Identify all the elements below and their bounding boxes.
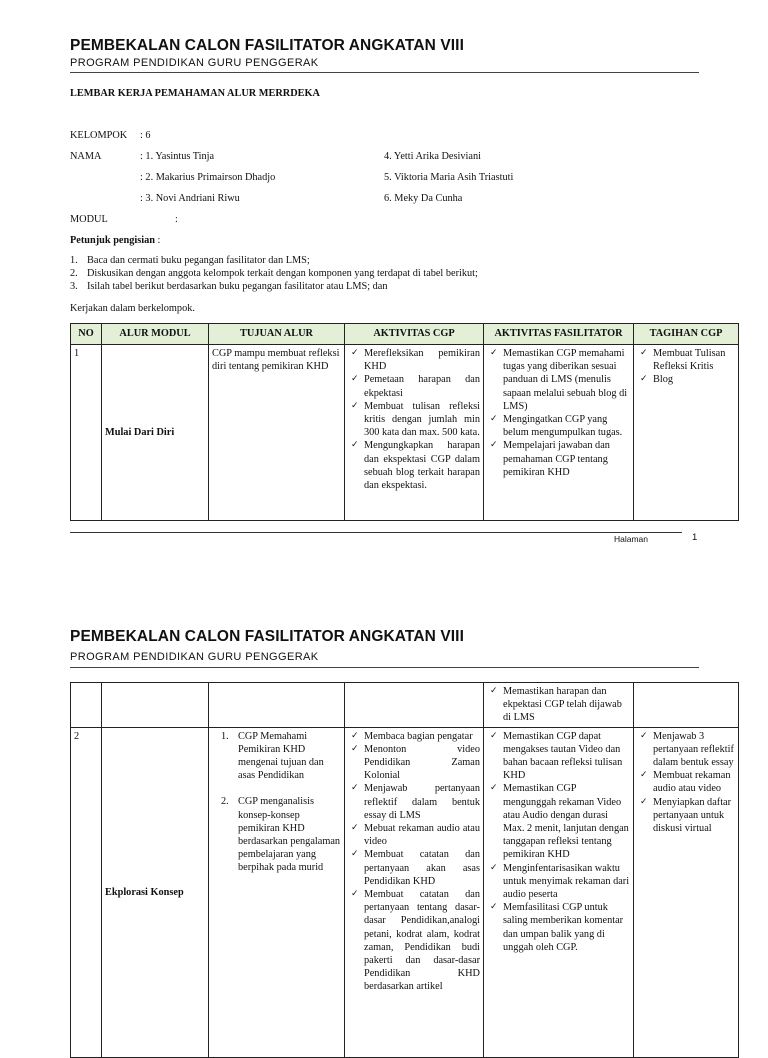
worksheet-title: LEMBAR KERJA PEMAHAMAN ALUR MERRDEKA (70, 88, 320, 99)
aktivitas-fasilitator-cell (484, 683, 634, 728)
instruction-list (70, 254, 478, 294)
footer-page-number: 1 (692, 532, 698, 543)
checklist-item: ✓ Memastikan harapan dan ekpektasi CGP telah dijawab di LMS (487, 685, 630, 725)
checklist-item: ✓ Memastikan CGP memahami tugas yang diberikan sesuai panduan di LMS (menulis sapaan melalui sebuah blog di LMS) (487, 347, 630, 413)
header-tujuan-alur: TUJUAN ALUR (209, 324, 345, 345)
aktivitas-cgp-cell (345, 683, 484, 728)
row-number: 2 (71, 727, 102, 1057)
tujuan-item (221, 795, 341, 874)
checklist-item: ✓ Membuat Tulisan Refleksi Kritis (637, 347, 735, 373)
checklist-item: ✓ Menjawab pertanyaan reflektif dalam bentuk essay di LMS (348, 782, 480, 822)
tujuan-cell (209, 683, 345, 728)
alur-modul-cell (102, 683, 209, 728)
checklist-item: ✓ Merefleksikan pemikiran KHD (348, 347, 480, 373)
member-name: : 1. Yasintus Tinja (140, 151, 215, 162)
aktivitas-cgp-cell (345, 345, 484, 521)
document-title: PEMBEKALAN CALON FASILITATOR ANGKATAN VIII (70, 37, 464, 54)
instruction-item (70, 280, 478, 293)
checklist-item: ✓ Menyiapkan daftar pertanyaan untuk diskusi virtual (637, 796, 735, 836)
checklist (348, 730, 480, 994)
modul-label: MODUL (70, 214, 108, 225)
tujuan-cell (209, 727, 345, 1057)
petunjuk-colon: : (154, 235, 161, 246)
checklist (487, 685, 630, 725)
checklist-item: ✓ Memastikan CGP dapat mengakses tautan Video dan bahan bacaan refleksi tulisan KHD (487, 730, 630, 783)
member-name: 6. Meky Da Cunha (384, 193, 463, 204)
checklist-item: ✓ Menginfentarisasikan waktu untuk menyimak rekaman dari audio peserta (487, 862, 630, 902)
header-tagihan-cgp: TAGIHAN CGP (634, 324, 739, 345)
member-name: : 2. Makarius Primairson Dhadjo (140, 172, 276, 183)
checklist-item: ✓ Membuat catatan dan pertanyaan tentang dasar-dasar Pendidikan,analogi petani, kodrat alam, kodrat zaman, Pendidikan budi pakerti dan dasar-dasar Pendidikan KHD berdasarkan artikel (348, 888, 480, 994)
nama-label: NAMA (70, 151, 102, 162)
checklist-item: ✓ Mempelajari jawaban dan pemahaman CGP tentang pemikiran KHD (487, 439, 630, 479)
kelompok-value: : 6 (140, 130, 151, 141)
footer-divider (70, 532, 682, 533)
document-subtitle: PROGRAM PENDIDIKAN GURU PENGGERAK (70, 57, 319, 69)
checklist-item: ✓ Membaca bagian pengatar (348, 730, 480, 743)
checklist-item: ✓ Mebuat rekaman audio atau video (348, 822, 480, 848)
table-row (71, 345, 739, 521)
table-row (71, 727, 739, 1057)
checklist-item: ✓ Mengungkapkan harapan dan ekspektasi CGP dalam sebuah blog terkait harapan dan ekspektasi. (348, 439, 480, 492)
alur-modul-cell: Mulai Dari Diri (102, 345, 209, 521)
petunjuk-label: Petunjuk pengisian (70, 235, 155, 246)
header-divider (70, 667, 699, 668)
instruction-number: 1. (70, 255, 78, 266)
header-aktivitas-fasilitator: AKTIVITAS FASILITATOR (484, 324, 634, 345)
tujuan-list (221, 730, 341, 875)
tagihan-cell (634, 727, 739, 1057)
footer-page-label: Halaman (614, 534, 649, 544)
checklist-item: ✓ Membuat rekaman audio atau video (637, 769, 735, 795)
instruction-item (70, 267, 478, 280)
closing-instruction: Kerjakan dalam berkelompok. (70, 303, 195, 314)
tujuan-number: 2. (221, 796, 229, 808)
member-name: : 3. Novi Andriani Riwu (140, 193, 240, 204)
checklist-item: ✓ Membuat catatan dan pertanyaan akan asas Pendidikan KHD (348, 848, 480, 888)
tagihan-cell (634, 345, 739, 521)
table-row-continuation (71, 683, 739, 728)
member-name: 5. Viktoria Maria Asih Triastuti (384, 172, 514, 183)
instruction-text: Baca dan cermati buku pegangan fasilitator dan LMS; (87, 255, 310, 266)
header-aktivitas-cgp: AKTIVITAS CGP (345, 324, 484, 345)
document-page-2 (0, 562, 768, 1024)
instruction-number: 3. (70, 281, 78, 293)
checklist (637, 347, 735, 387)
alur-modul-cell: Ekplorasi Konsep (102, 727, 209, 1057)
checklist-item: ✓ Menjawab 3 pertanyaan reflektif dalam bentuk essay (637, 730, 735, 770)
checklist (637, 730, 735, 836)
checklist (348, 347, 480, 492)
checklist-item: ✓ Pemetaan harapan dan ekpektasi (348, 373, 480, 399)
document-title: PEMBEKALAN CALON FASILITATOR ANGKATAN VIII (70, 628, 464, 645)
tujuan-item (221, 730, 341, 783)
checklist (487, 730, 630, 954)
table-header-row (71, 324, 739, 345)
petunjuk-heading (70, 234, 160, 247)
tagihan-cell (634, 683, 739, 728)
kelompok-label: KELOMPOK (70, 130, 128, 141)
tujuan-text: CGP Memahami Pemikiran KHD mengenai tujuan dan asas Pendidikan (238, 730, 324, 782)
header-divider (70, 72, 699, 73)
checklist-item: ✓ Memfasilitasi CGP untuk saling memberikan komentar dan umpan balik yang di unggah oleh CGP. (487, 901, 630, 954)
header-alur-modul: ALUR MODUL (102, 324, 209, 345)
instruction-number: 2. (70, 268, 78, 280)
instruction-item (70, 254, 478, 267)
row-number: 1 (71, 345, 102, 521)
aktivitas-fasilitator-cell (484, 727, 634, 1057)
aktivitas-fasilitator-cell (484, 345, 634, 521)
checklist-item: ✓ Blog (637, 373, 735, 386)
alur-table-page-2 (70, 682, 739, 1058)
tujuan-number: 1. (221, 730, 229, 742)
aktivitas-cgp-cell (345, 727, 484, 1057)
checklist-item: ✓ Mengingatkan CGP yang belum mengumpulkan tugas. (487, 413, 630, 439)
tujuan-cell: CGP mampu membuat refleksi diri tentang pemikiran KHD (209, 345, 345, 521)
checklist-item: ✓ Membuat tulisan refleksi kritis dengan jumlah min 300 kata dan max. 500 kata. (348, 400, 480, 440)
alur-table-page-1 (70, 323, 739, 521)
modul-value: : (175, 214, 178, 225)
checklist-item: ✓ Menonton video Pendidikan Zaman Kolonial (348, 743, 480, 783)
header-no: NO (71, 324, 102, 345)
document-subtitle: PROGRAM PENDIDIKAN GURU PENGGERAK (70, 651, 319, 663)
checklist-item: ✓ Memastikan CGP mengunggah rekaman Video atau Audio dengan durasi Max. 2 menit, lanjutan dengan tanggapan refleksi tentang pemikiran KHD (487, 782, 630, 861)
tujuan-text: CGP menganalisis konsep-konsep pemikiran KHD berdasarkan pengalaman pembelajaran yang berpihak pada murid (238, 796, 341, 874)
instruction-text: Diskusikan dengan anggota kelompok terkait dengan komponen yang terdapat di tabel berikut; (87, 268, 478, 280)
member-name: 4. Yetti Arika Desiviani (384, 151, 481, 162)
checklist (487, 347, 630, 479)
instruction-text: Isilah tabel berikut berdasarkan buku pegangan fasilitator atau LMS; dan (87, 281, 388, 293)
row-number (71, 683, 102, 728)
